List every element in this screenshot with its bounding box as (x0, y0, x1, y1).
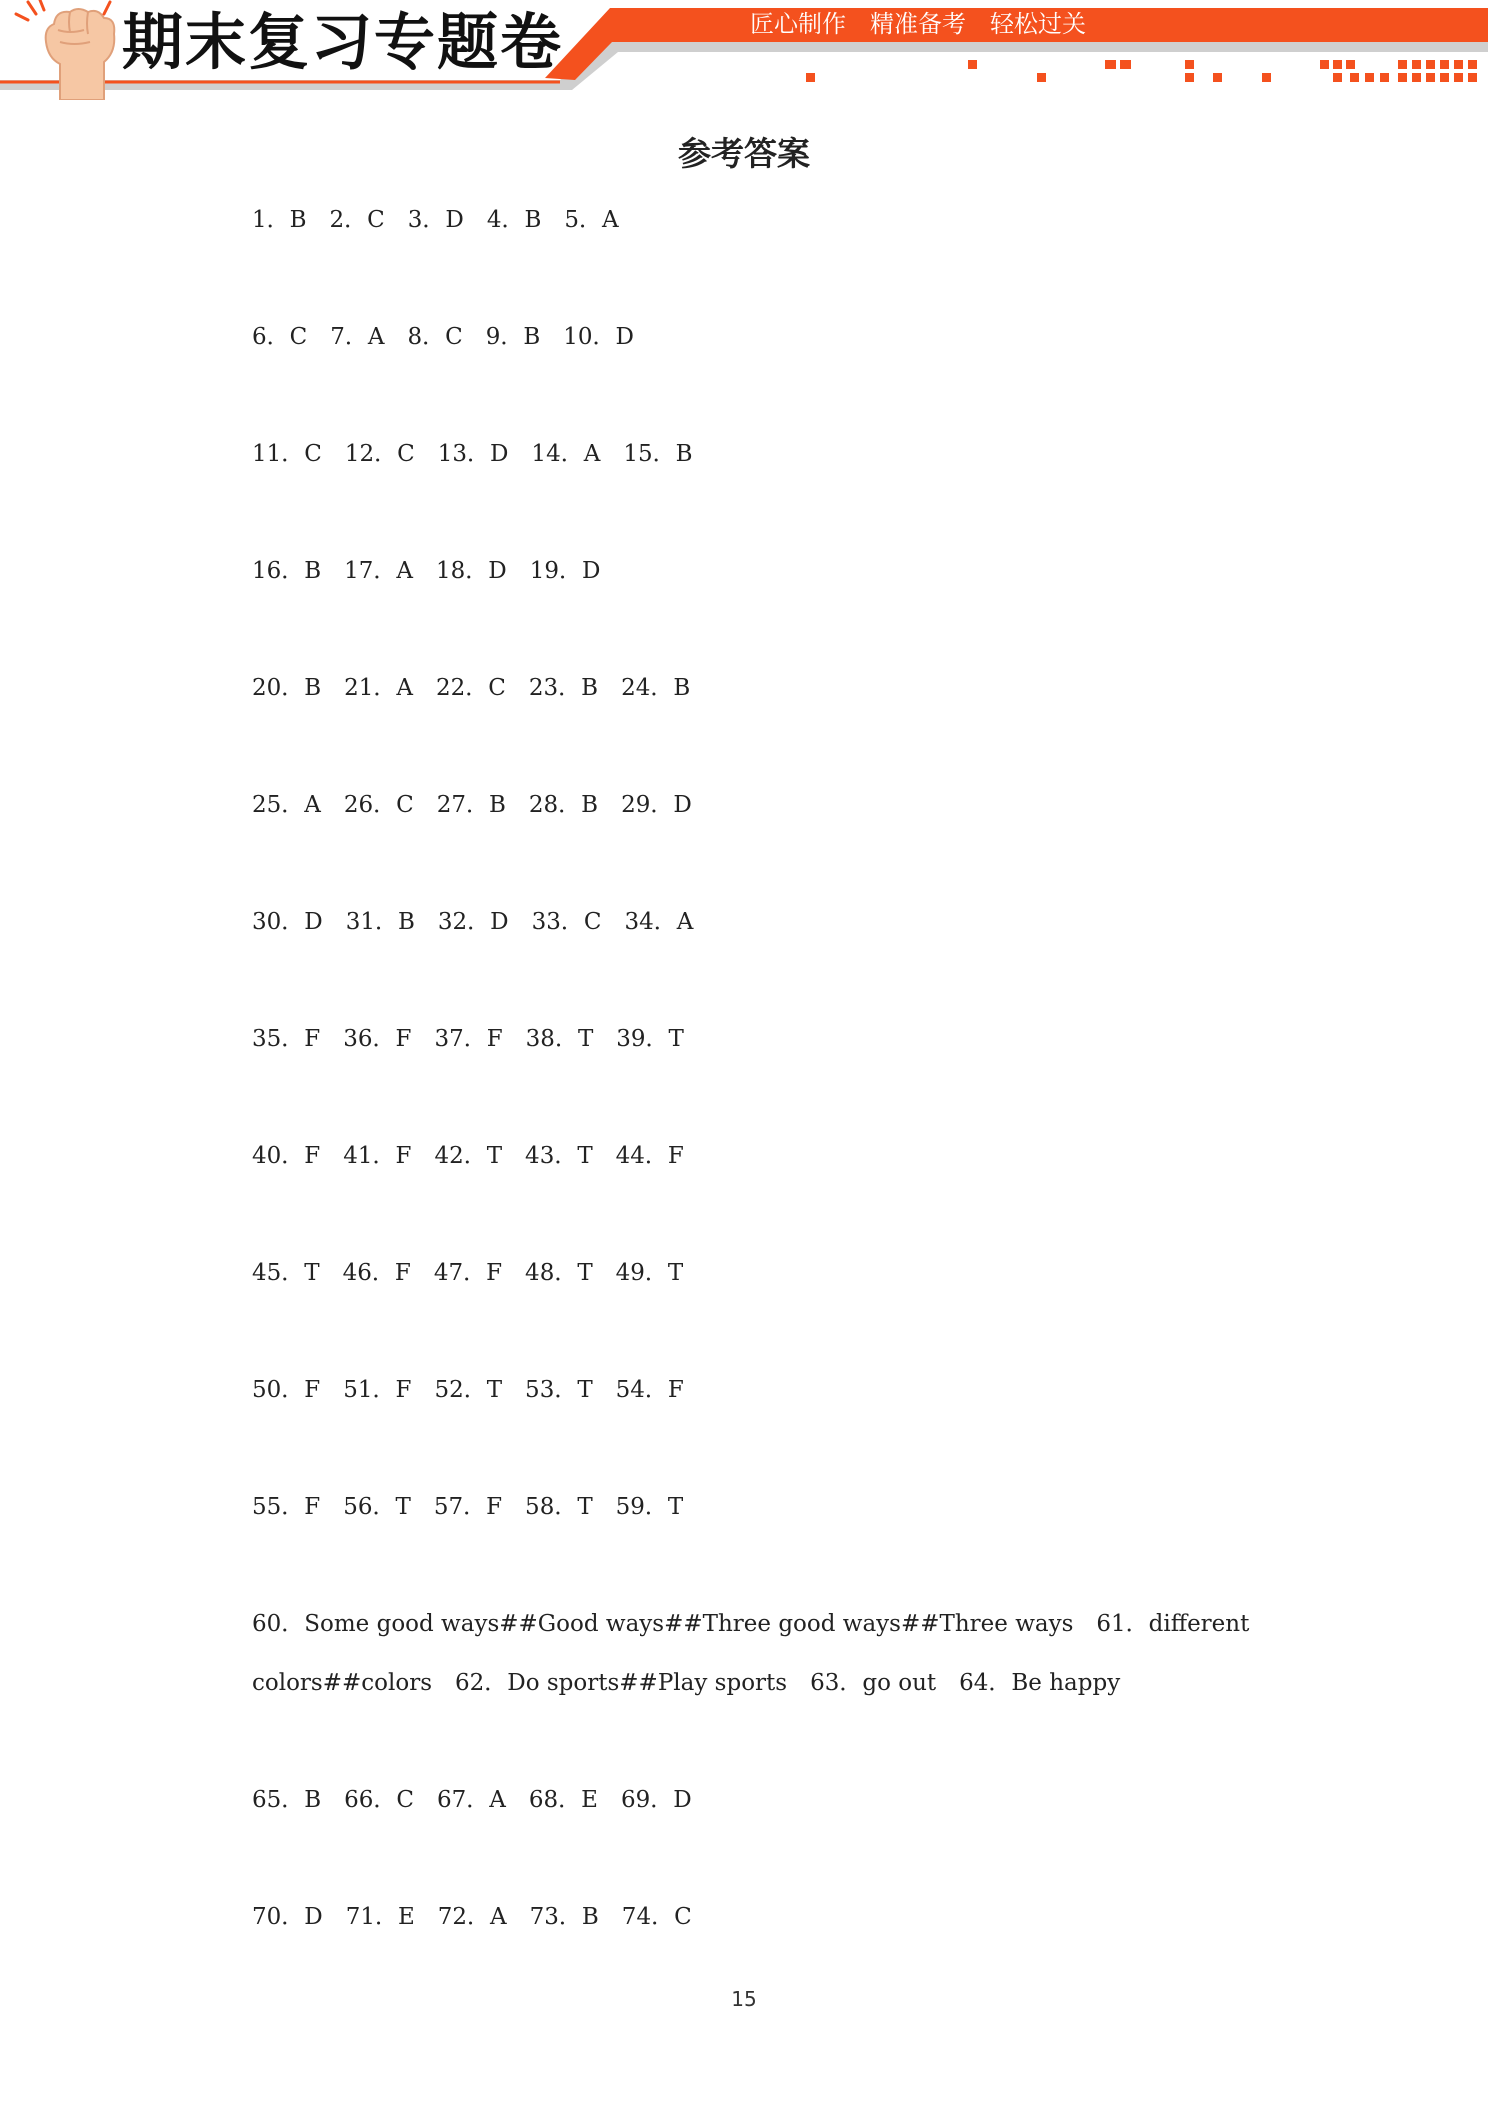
answer-line-2: 6．C 7．A 8．C 9．B 10．D (252, 324, 634, 350)
answer-line-5: 20．B 21．A 22．C 23．B 24．B (252, 675, 691, 701)
answer-line-11: 50．F 51．F 52．T 53．T 54．F (252, 1377, 684, 1403)
page-number: 15 (731, 1987, 757, 2011)
banner-slogans (750, 6, 1110, 42)
answer-line-9: 40．F 41．F 42．T 43．T 44．F (252, 1143, 684, 1169)
answer-line-16: 70．D 71．E 72．A 73．B 74．C (252, 1904, 692, 1930)
answer-line-1: 1．B 2．C 3．D 4．B 5．A (252, 207, 619, 233)
banner-title: 期末复习专题卷 (122, 7, 564, 78)
answer-line-4: 16．B 17．A 18．D 19．D (252, 558, 601, 584)
slogan-1: 匠心制作 (750, 10, 846, 38)
header-banner (0, 0, 1488, 100)
slogan-3: 轻松过关 (990, 10, 1086, 38)
banner-dots (806, 60, 1477, 82)
answer-line-6: 25．A 26．C 27．B 28．B 29．D (252, 792, 692, 818)
answer-line-12: 55．F 56．T 57．F 58．T 59．T (252, 1494, 684, 1520)
slogan-2: 精准备考 (870, 10, 966, 38)
page-title: 参考答案 (678, 134, 810, 173)
answer-line-15: 65．B 66．C 67．A 68．E 69．D (252, 1787, 692, 1813)
answer-line-3: 11．C 12．C 13．D 14．A 15．B (252, 441, 693, 467)
answer-line-7: 30．D 31．B 32．D 33．C 34．A (252, 909, 694, 935)
answer-line-14: colors##colors 62．Do sports##Play sports 63．go out 64．Be happy (252, 1670, 1121, 1696)
answer-line-10: 45．T 46．F 47．F 48．T 49．T (252, 1260, 684, 1286)
answer-line-13: 60．Some good ways##Good ways##Three good ways##Three ways 61．different (252, 1611, 1250, 1637)
answer-line-8: 35．F 36．F 37．F 38．T 39．T (252, 1026, 684, 1052)
